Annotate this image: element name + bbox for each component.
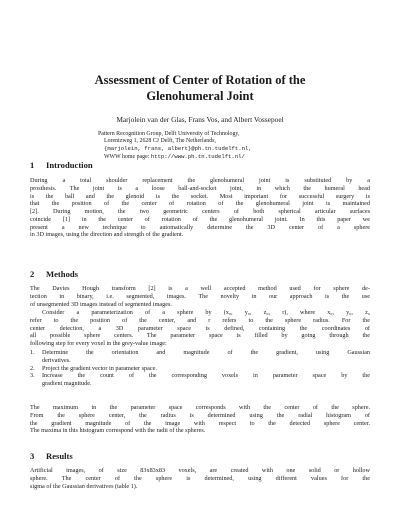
text-line: coincide [1] in the center of rotation of the glenohumeral joint. In this paper we <box>30 215 370 223</box>
text-line: The maximum in the parameter space corresponds with the center of the sphere. <box>30 404 370 411</box>
affiliation-block <box>98 131 358 161</box>
affiliation-line-2: Lorentzweg 1, 2628 CJ Delft, The Netherlands, <box>104 138 216 145</box>
list-item-number: 2. <box>30 364 35 372</box>
text-line: is the ball and the glenoid is the socket. Most important for successful surgery is <box>30 192 370 200</box>
text-line: in 3D images, using the direction and strength of the gradient. <box>30 231 184 239</box>
list-item <box>30 349 370 365</box>
methods-step-list <box>30 349 370 388</box>
text-line: Artificial images, of size 83x83x83 voxels, are created with one solid or hollow <box>30 467 370 474</box>
text-line: From the sphere center, the radius is determined using the radial histogram of <box>30 411 370 419</box>
www-label: WWW home page: <box>104 153 150 160</box>
text-line: prosthesis. The joint is a loose ball-and-socket joint, in which the humeral head <box>30 184 370 192</box>
list-item-text-continued: gradient magnitude. <box>42 380 92 387</box>
list-item <box>30 365 370 373</box>
affiliation-line-1: Pattern Recognition Group, Delft University of Technology, <box>98 131 240 137</box>
list-item <box>30 372 370 388</box>
section-number: 2 <box>30 269 35 279</box>
section-number: 3 <box>30 451 35 461</box>
text-line: During a total shoulder replacement the glenohumeral joint is substituted by a <box>30 177 370 184</box>
text-line: following step for every voxel in the grey-value image: <box>30 340 167 347</box>
text-line: present a new technique to automatically determine the 3D center of a sphere <box>30 223 370 231</box>
author-list: Marjolein van der Glas, Frans Vos, and Albert Vossepoel <box>116 115 284 124</box>
list-item-text: Determine the orientation and magnitude of the gradient, using Gaussian <box>42 349 370 356</box>
text-line: center detection, a 3D parameter space is defined, containing the coordinates of <box>30 324 370 332</box>
text-line: The Davies Hough transform [2] is a well accepted method used for sphere de- <box>30 285 370 292</box>
methods-paragraph-3 <box>30 404 370 435</box>
text-line: all possible sphere centers. The parameter space is filled by going through the <box>30 332 370 340</box>
text-line: of unsegmented 3D images instead of segmented images. <box>30 300 172 308</box>
section-heading-introduction <box>30 160 93 170</box>
www-url-link[interactable]: http://www.ph.tn.tudelft.nl/ <box>150 152 245 160</box>
list-item-text-continued: derivatives. <box>42 356 71 364</box>
section-title: Introduction <box>46 160 93 170</box>
paper-title-line-1: Assessment of Center of Rotation of the <box>94 73 306 87</box>
text-line: [2]. During motion, the two geometric centers of both spherical articular surfaces <box>30 208 370 215</box>
text-line: refer to the position of the center, and r refers to the sphere radius. For the <box>30 316 370 324</box>
email-addresses: {marjolein, frans, albert}@ph.tn.tudelft.nl, <box>104 145 252 153</box>
methods-paragraph-2 <box>30 309 370 348</box>
paper-title-line-2: Glenohumeral Joint <box>146 89 254 103</box>
text-line: the gradient magnitude of the image with respect to the detected sphere center. <box>30 419 370 427</box>
list-item-text: Increase the count of the corresponding voxels in parameter space by the <box>42 372 370 380</box>
text-line: tection in binary, i.e. segmented, images. The novelty in our approach is the use <box>30 292 370 300</box>
list-item-number: 1. <box>30 349 35 356</box>
section-heading-methods <box>30 269 78 279</box>
www-line <box>98 153 358 161</box>
text-line: sphere. The center of the sphere is determined, using different values for the <box>30 474 370 482</box>
methods-paragraph-1 <box>30 285 370 308</box>
text-line: Consider a parameterization of a sphere by (x₀, y₀, z₀, r), where x₀, y₀, z₀ <box>42 309 370 316</box>
section-title: Methods <box>46 269 78 279</box>
list-item-number: 3. <box>30 372 35 380</box>
section-number: 1 <box>30 160 35 170</box>
introduction-paragraph <box>30 177 370 239</box>
text-line: The maxima in this histogram correspond with the radii of the spheres. <box>30 427 206 435</box>
section-title: Results <box>46 451 73 461</box>
results-paragraph <box>30 467 370 490</box>
list-item-text: Project the gradient vector in parameter space. <box>42 364 157 372</box>
text-line: that the position of the center of rotation of the glenohumeral joint is maintained <box>30 200 370 208</box>
section-heading-results <box>30 451 73 461</box>
text-line: sigma of the Gaussian derivatives (table 1). <box>30 482 138 490</box>
